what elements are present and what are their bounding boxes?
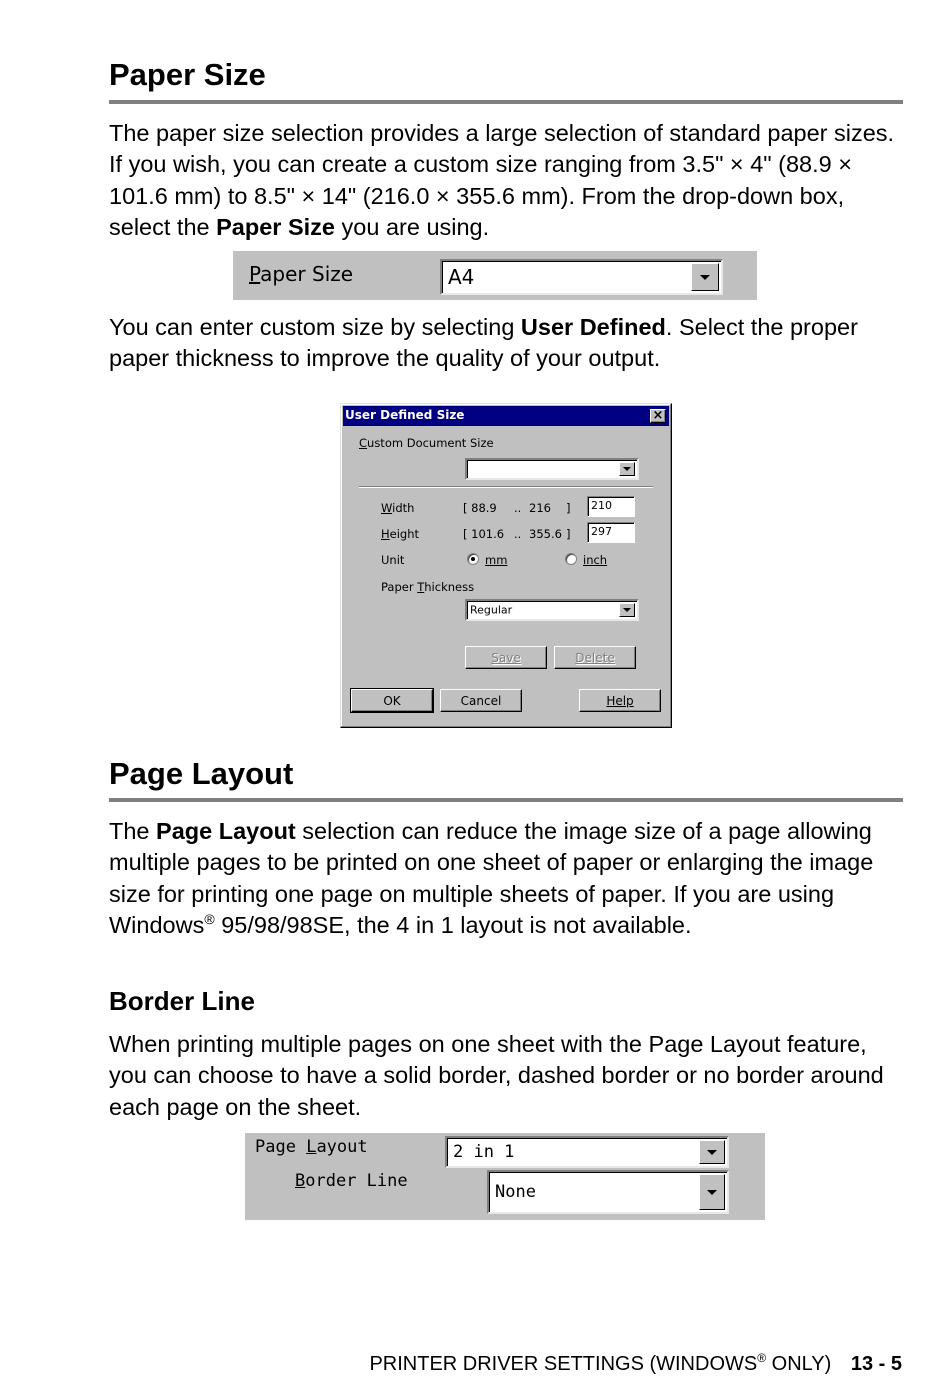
paper-size-widget <box>233 251 757 300</box>
page-number: 13 - 5 <box>850 1353 902 1375</box>
page-layout-value: 2 in 1 <box>453 1142 515 1162</box>
unit-mm-label: mm <box>485 553 508 567</box>
radio-selected-dot <box>471 557 475 561</box>
page-layout-paragraph: The Page Layout selection can reduce the image size of a page allowing multiple pages to be printed on one sheet of paper or enlarging the image size for printing one page on multiple sheets of paper. If you are using Windows® 95/98/98SE, the 4 in 1 layout is not available. <box>109 818 874 938</box>
border-line-heading: Border Line <box>109 986 255 1016</box>
heading-rule <box>109 100 903 104</box>
save-button[interactable]: Save <box>465 646 547 669</box>
paper-size-value: A4 <box>448 265 475 289</box>
paper-size-paragraph: The paper size selection provides a large selection of standard paper sizes. If you wish, you can create a custom size ranging from 3.5" × 4" (88.9 × 101.6 mm) to 8.5" × 14" (216.0 × 355.6 mm). From the drop-down box, select the Paper Size you are using. <box>109 120 895 240</box>
dialog-title: User Defined Size <box>345 408 465 422</box>
close-icon: × <box>652 408 664 423</box>
height-input[interactable]: 297 <box>587 522 635 543</box>
page-layout-heading: Page Layout <box>109 756 294 791</box>
dialog-title-bar <box>343 406 669 426</box>
paper-size-label: Paper Size <box>249 262 354 286</box>
border-line-value: None <box>495 1182 536 1202</box>
unit-inch-label: inch <box>583 553 608 567</box>
custom-document-size-combo[interactable] <box>465 458 639 480</box>
dropdown-arrow-icon[interactable] <box>619 462 635 476</box>
height-range-min: [ 101.6 <box>463 527 505 541</box>
page-layout-widget <box>245 1133 765 1220</box>
page-layout-combo[interactable] <box>445 1136 729 1168</box>
dropdown-arrow-icon[interactable] <box>619 603 635 617</box>
border-line-label: Border Line <box>295 1171 408 1191</box>
paper-size-heading: Paper Size <box>109 57 266 92</box>
user-defined-size-dialog <box>340 403 672 728</box>
separator <box>359 486 653 488</box>
border-line-combo[interactable] <box>487 1170 729 1214</box>
paper-thickness-label: Paper Thickness <box>381 580 475 594</box>
dropdown-arrow-icon[interactable] <box>691 263 719 291</box>
page-layout-label: Page Layout <box>255 1137 368 1157</box>
height-range-sep: .. <box>514 527 522 541</box>
close-button[interactable] <box>650 409 666 423</box>
help-button[interactable]: Help <box>579 689 661 712</box>
delete-button[interactable]: Delete <box>554 646 636 669</box>
cancel-button[interactable]: Cancel <box>440 689 522 712</box>
heading-rule <box>109 798 903 802</box>
dropdown-arrow-icon[interactable] <box>699 1174 725 1210</box>
unit-inch-radio[interactable] <box>565 553 577 565</box>
width-label: Width <box>381 501 415 515</box>
paper-thickness-combo[interactable] <box>465 599 639 621</box>
unit-mm-radio[interactable] <box>467 553 479 565</box>
height-range-max: 355.6 <box>529 527 562 541</box>
width-input[interactable]: 210 <box>587 496 635 517</box>
width-range-min: [ 88.9 <box>463 501 497 515</box>
dropdown-arrow-icon[interactable] <box>699 1140 725 1164</box>
page-footer: PRINTER DRIVER SETTINGS (WINDOWS® ONLY) 13 - 5 <box>369 1351 902 1375</box>
ok-button[interactable]: OK <box>351 689 433 712</box>
paper-size-combo[interactable] <box>440 259 723 295</box>
height-label: Height <box>381 527 420 541</box>
unit-label: Unit <box>381 553 405 567</box>
width-range-sep: .. <box>514 501 522 515</box>
height-range-bracket: ] <box>566 527 571 541</box>
width-range-bracket: ] <box>566 501 571 515</box>
paper-thickness-value: Regular <box>470 603 513 617</box>
width-range-max: 216 <box>529 501 551 515</box>
border-line-paragraph: When printing multiple pages on one sheet with the Page Layout feature, you can choose to have a solid border, dashed border or no border around each page on the sheet. <box>109 1031 884 1120</box>
custom-document-size-label: Custom Document Size <box>359 436 494 450</box>
user-defined-paragraph: You can enter custom size by selecting User Defined. Select the proper paper thickness to improve the quality of your output. <box>109 314 858 372</box>
